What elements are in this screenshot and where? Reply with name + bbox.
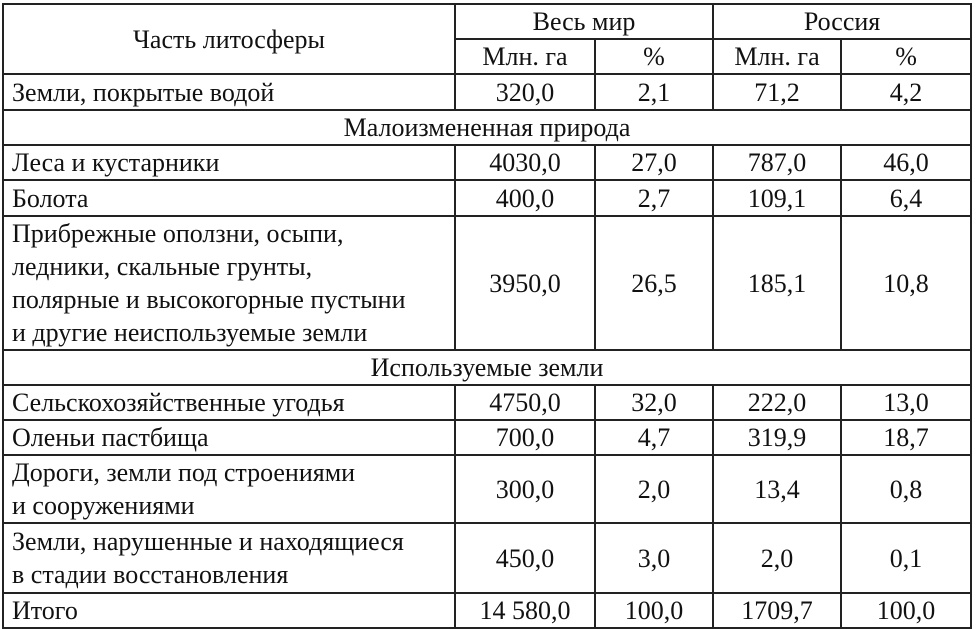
cell-world-area: 450,0 xyxy=(455,523,595,593)
cell-world-area: 400,0 xyxy=(455,180,595,216)
cell-world-area: 3950,0 xyxy=(455,216,595,350)
cell-russia-pct: 4,2 xyxy=(841,74,971,110)
cell-russia-pct: 13,0 xyxy=(841,385,971,420)
total-row xyxy=(3,593,971,628)
cell-world-pct: 2,7 xyxy=(595,180,713,216)
header-part: Часть литосферы xyxy=(3,4,455,74)
table-row xyxy=(3,455,971,523)
row-label: Болота xyxy=(3,180,455,216)
row-label-line: Прибрежные оползни, осыпи, xyxy=(12,219,344,248)
cell-russia-area: 787,0 xyxy=(713,145,841,180)
cell-world-area: 4030,0 xyxy=(455,145,595,180)
table-row xyxy=(3,420,971,455)
row-label: Земли, покрытые водой xyxy=(3,74,455,110)
cell-russia-pct: 100,0 xyxy=(841,593,971,628)
header-row-top xyxy=(3,4,971,39)
cell-world-pct: 2,0 xyxy=(595,455,713,523)
row-label xyxy=(3,523,455,593)
row-label-line: и сооружениями xyxy=(12,491,195,520)
row-label-line: ледники, скальные грунты, xyxy=(12,252,313,281)
row-label-line: и другие неиспользуемые земли xyxy=(12,318,368,347)
section-row xyxy=(3,110,971,145)
cell-russia-area: 319,9 xyxy=(713,420,841,455)
row-label: Сельскохозяйственные угодья xyxy=(3,385,455,420)
header-world-area: Млн. га xyxy=(455,39,595,74)
lithosphere-table xyxy=(2,3,972,629)
cell-russia-area: 13,4 xyxy=(713,455,841,523)
section-natural: Малоизмененная природа xyxy=(3,110,971,145)
cell-world-area: 320,0 xyxy=(455,74,595,110)
header-russia: Россия xyxy=(713,4,971,39)
cell-world-area: 700,0 xyxy=(455,420,595,455)
table-row xyxy=(3,145,971,180)
section-used: Используемые земли xyxy=(3,350,971,385)
cell-world-pct: 4,7 xyxy=(595,420,713,455)
header-world-pct: % xyxy=(595,39,713,74)
cell-world-pct: 2,1 xyxy=(595,74,713,110)
row-label: Итого xyxy=(3,593,455,628)
row-label-line: Дороги, земли под строениями xyxy=(12,458,356,487)
row-label: Оленьи пастбища xyxy=(3,420,455,455)
row-label-line: Земли, нарушенные и находящиеся xyxy=(12,527,404,556)
cell-world-area: 300,0 xyxy=(455,455,595,523)
table-row xyxy=(3,216,971,350)
cell-russia-pct: 6,4 xyxy=(841,180,971,216)
row-label: Леса и кустарники xyxy=(3,145,455,180)
cell-russia-area: 1709,7 xyxy=(713,593,841,628)
row-label xyxy=(3,216,455,350)
cell-world-area: 14 580,0 xyxy=(455,593,595,628)
row-label xyxy=(3,455,455,523)
cell-world-pct: 26,5 xyxy=(595,216,713,350)
cell-world-pct: 27,0 xyxy=(595,145,713,180)
row-label-line: в стадии восстановления xyxy=(12,560,289,589)
cell-russia-pct: 46,0 xyxy=(841,145,971,180)
table-row xyxy=(3,523,971,593)
cell-russia-area: 222,0 xyxy=(713,385,841,420)
cell-russia-area: 185,1 xyxy=(713,216,841,350)
cell-russia-area: 2,0 xyxy=(713,523,841,593)
header-world: Весь мир xyxy=(455,4,713,39)
cell-world-area: 4750,0 xyxy=(455,385,595,420)
section-row xyxy=(3,350,971,385)
table-row xyxy=(3,385,971,420)
cell-russia-area: 71,2 xyxy=(713,74,841,110)
header-russia-area: Млн. га xyxy=(713,39,841,74)
table-row xyxy=(3,74,971,110)
header-russia-pct: % xyxy=(841,39,971,74)
cell-world-pct: 100,0 xyxy=(595,593,713,628)
cell-world-pct: 3,0 xyxy=(595,523,713,593)
cell-russia-pct: 0,8 xyxy=(841,455,971,523)
table-row xyxy=(3,180,971,216)
cell-russia-area: 109,1 xyxy=(713,180,841,216)
cell-russia-pct: 10,8 xyxy=(841,216,971,350)
document-page xyxy=(2,3,970,625)
cell-russia-pct: 0,1 xyxy=(841,523,971,593)
cell-world-pct: 32,0 xyxy=(595,385,713,420)
row-label-line: полярные и высокогорные пустыни xyxy=(12,285,406,314)
cell-russia-pct: 18,7 xyxy=(841,420,971,455)
